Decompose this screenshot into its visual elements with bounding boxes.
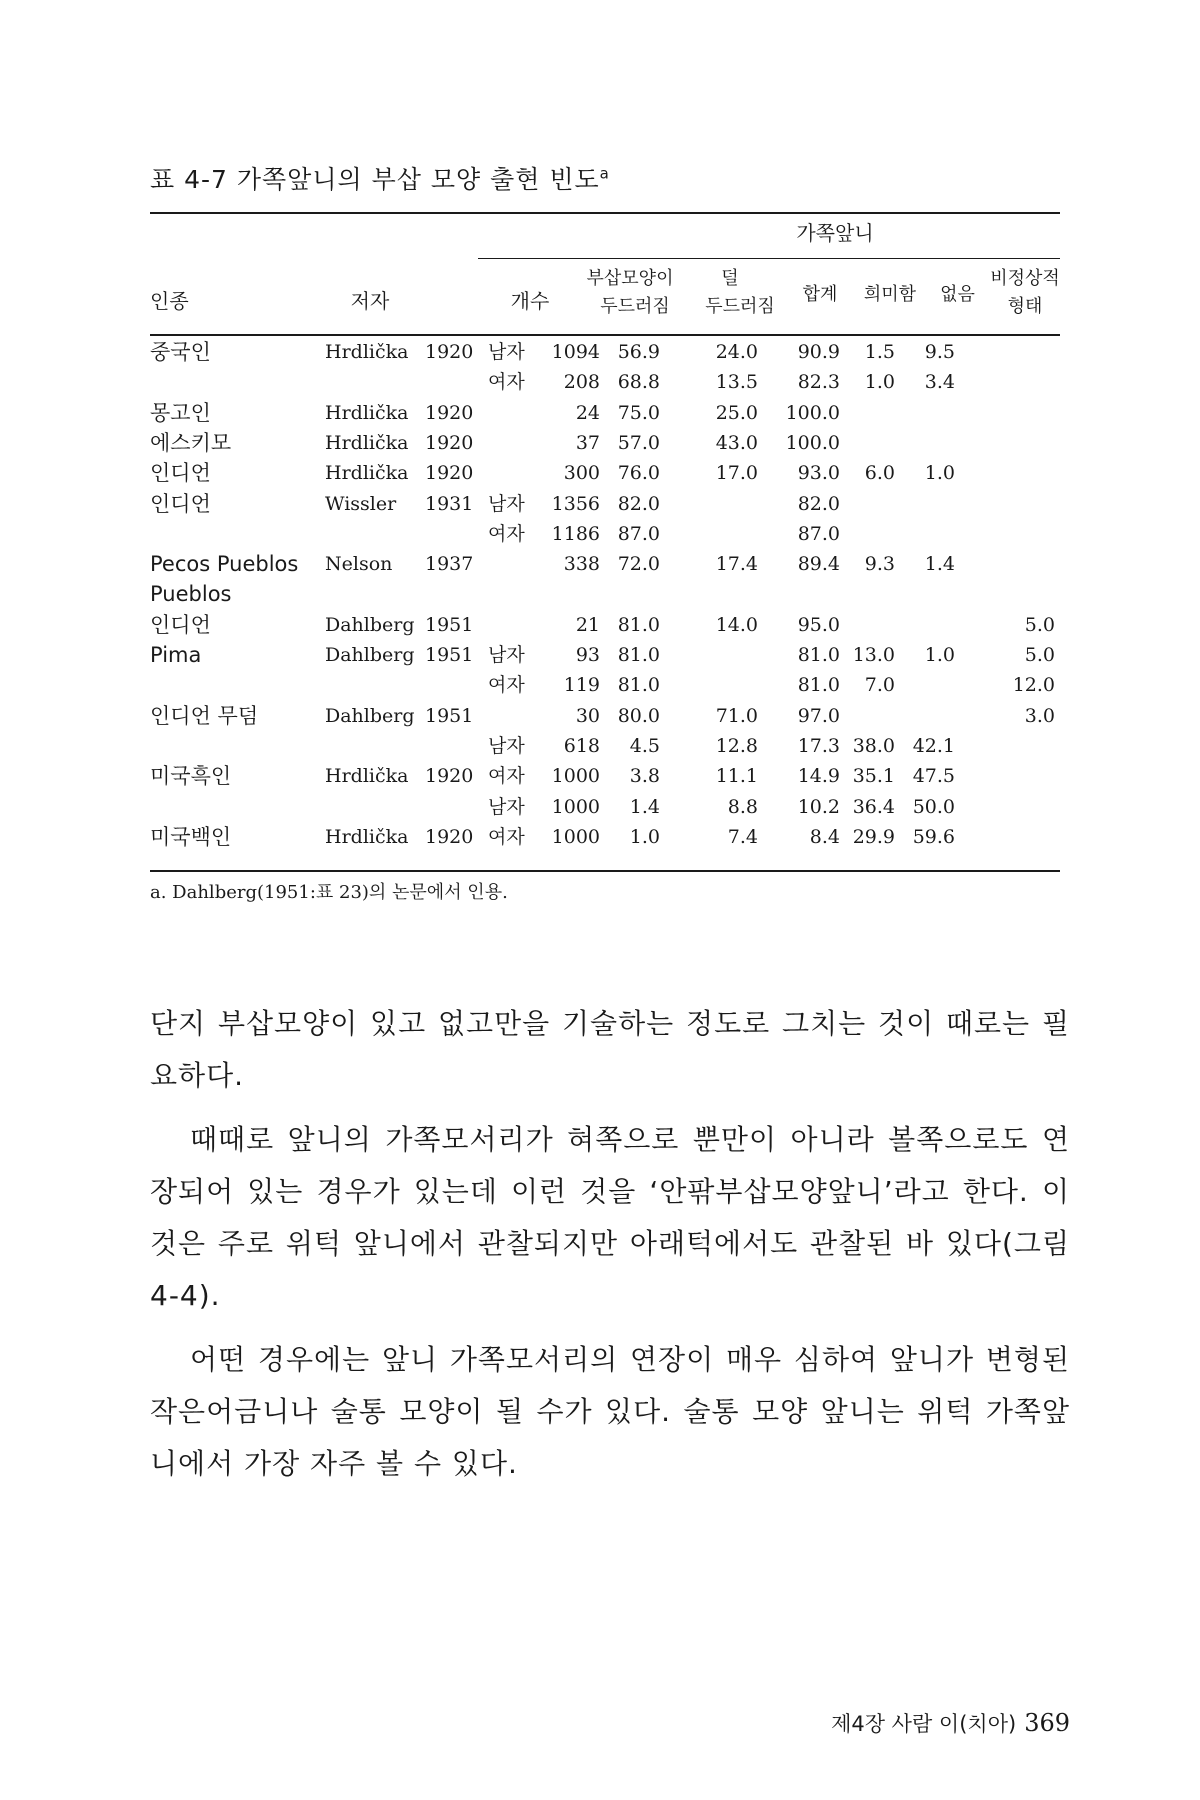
cell-author: Dahlberg bbox=[325, 704, 415, 727]
cell-z: 50.0 bbox=[912, 795, 955, 818]
cell-z: 1.4 bbox=[924, 553, 955, 576]
table-group-rule bbox=[478, 258, 1060, 259]
cell-t: 82.0 bbox=[797, 492, 840, 515]
cell-b: 43.0 bbox=[715, 431, 758, 454]
cell-z: 9.5 bbox=[924, 341, 955, 363]
cell-n: 1094 bbox=[551, 341, 600, 363]
cell-t: 93.0 bbox=[797, 462, 840, 485]
header-shovel-pronounced: 두드러짐 bbox=[600, 296, 670, 317]
cell-ab: 3.0 bbox=[1024, 704, 1055, 727]
cell-n: 30 bbox=[575, 704, 600, 727]
cell-author: Hrdlička bbox=[325, 825, 409, 848]
cell-year: 1920 bbox=[425, 431, 474, 454]
cell-n: 1000 bbox=[551, 765, 600, 788]
header-none: 없음 bbox=[940, 284, 975, 305]
cell-a: 1.0 bbox=[629, 825, 660, 848]
cell-a: 81.0 bbox=[617, 674, 660, 697]
header-form: 형태 bbox=[1007, 296, 1043, 317]
cell-ab: 12.0 bbox=[1012, 674, 1055, 697]
cell-z: 3.4 bbox=[924, 371, 955, 394]
cell-b: 14.0 bbox=[715, 613, 758, 636]
cell-author: Hrdlička bbox=[325, 462, 409, 485]
cell-year: 1951 bbox=[425, 613, 474, 636]
cell-b: 71.0 bbox=[715, 704, 758, 727]
cell-author: Hrdlička bbox=[325, 765, 409, 788]
cell-sex: 여자 bbox=[488, 765, 525, 788]
cell-sex: 여자 bbox=[488, 825, 525, 848]
cell-a: 4.5 bbox=[629, 734, 660, 757]
cell-sex: 남자 bbox=[488, 795, 525, 818]
cell-t: 100.0 bbox=[785, 401, 840, 424]
cell-n: 21 bbox=[575, 613, 600, 636]
cell-f: 29.9 bbox=[852, 825, 895, 848]
table-header-rule bbox=[150, 334, 1060, 336]
cell-sex: 남자 bbox=[488, 492, 525, 515]
table-top-rule bbox=[150, 212, 1060, 214]
header-author: 저자 bbox=[350, 289, 390, 313]
cell-race: Pecos Pueblos bbox=[150, 552, 299, 577]
cell-n: 1186 bbox=[551, 522, 600, 545]
cell-author: Hrdlička bbox=[325, 341, 409, 363]
cell-race: Pima bbox=[150, 643, 202, 667]
paragraph-2: 때때로 앞니의 가쪽모서리가 혀쪽으로 뿐만이 아니라 볼쪽으로도 연장되어 있는 경우가 있는데 이런 것을 ‘안팎부삽모양앞니’라고 한다. 이것은 주로 위턱 앞니에서 관찰되지만 아래턱에서도 관찰된 바 있다(그림 4-4). bbox=[150, 1123, 1070, 1312]
cell-f: 7.0 bbox=[864, 674, 895, 697]
cell-n: 208 bbox=[563, 371, 600, 394]
cell-f: 1.0 bbox=[864, 371, 895, 394]
cell-a: 56.9 bbox=[617, 341, 660, 363]
cell-a: 72.0 bbox=[617, 553, 660, 576]
cell-author: Wissler bbox=[325, 492, 397, 515]
cell-t: 100.0 bbox=[785, 431, 840, 454]
body-text bbox=[150, 998, 1070, 1490]
cell-n: 1356 bbox=[551, 492, 600, 515]
cell-n: 300 bbox=[563, 462, 600, 485]
cell-b: 7.4 bbox=[727, 825, 758, 848]
cell-race: Pueblos bbox=[150, 582, 232, 607]
chapter-label: 제4장 사람 이(치아) bbox=[831, 1712, 1017, 1736]
cell-sex: 남자 bbox=[488, 734, 525, 757]
cell-n: 338 bbox=[563, 553, 600, 576]
cell-b: 13.5 bbox=[715, 371, 758, 394]
cell-b: 17.4 bbox=[715, 553, 758, 576]
cell-a: 57.0 bbox=[617, 431, 660, 454]
table-footnote: a. Dahlberg(1951:표 23)의 논문에서 인용. bbox=[150, 882, 508, 903]
header-faint: 희미함 bbox=[863, 284, 917, 305]
cell-t: 8.4 bbox=[809, 825, 840, 848]
header-less-pronounced: 두드러짐 bbox=[705, 296, 775, 317]
cell-n: 24 bbox=[575, 401, 600, 424]
cell-year: 1920 bbox=[425, 825, 474, 848]
cell-f: 9.3 bbox=[864, 553, 895, 576]
cell-race: 몽고인 bbox=[150, 400, 211, 425]
header-group-lateral-incisor: 가쪽앞니 bbox=[796, 221, 874, 245]
cell-z: 59.6 bbox=[912, 825, 955, 848]
cell-b: 25.0 bbox=[715, 401, 758, 424]
cell-t: 81.0 bbox=[797, 674, 840, 697]
header-race: 인종 bbox=[150, 289, 189, 313]
page-footer bbox=[831, 1708, 1070, 1738]
cell-race: 인디언 무덤 bbox=[150, 703, 259, 728]
cell-n: 37 bbox=[575, 431, 600, 454]
paragraph-1: 단지 부삽모양이 있고 없고만을 기술하는 정도로 그치는 것이 때로는 필요하다. bbox=[150, 1007, 1070, 1092]
cell-b: 24.0 bbox=[715, 341, 758, 363]
cell-b: 12.8 bbox=[715, 734, 758, 757]
cell-z: 47.5 bbox=[912, 765, 955, 788]
cell-a: 76.0 bbox=[617, 462, 660, 485]
cell-sex: 여자 bbox=[488, 522, 525, 545]
cell-a: 81.0 bbox=[617, 644, 660, 666]
cell-f: 6.0 bbox=[864, 462, 895, 485]
cell-t: 10.2 bbox=[797, 795, 840, 818]
cell-n: 93 bbox=[575, 644, 600, 666]
cell-author: Dahlberg bbox=[325, 613, 415, 636]
cell-b: 17.0 bbox=[715, 462, 758, 485]
cell-race: 미국백인 bbox=[150, 824, 232, 849]
cell-t: 17.3 bbox=[797, 734, 840, 757]
cell-n: 1000 bbox=[551, 825, 600, 848]
cell-a: 75.0 bbox=[617, 401, 660, 424]
cell-n: 1000 bbox=[551, 795, 600, 818]
cell-t: 81.0 bbox=[797, 644, 840, 666]
cell-author: Nelson bbox=[325, 553, 393, 576]
page-number: 369 bbox=[1024, 1709, 1070, 1737]
cell-year: 1920 bbox=[425, 341, 474, 363]
cell-n: 119 bbox=[563, 674, 600, 697]
cell-sex: 여자 bbox=[488, 371, 525, 394]
cell-author: Dahlberg bbox=[325, 644, 415, 666]
cell-author: Hrdlička bbox=[325, 431, 409, 454]
cell-a: 87.0 bbox=[617, 522, 660, 545]
cell-a: 3.8 bbox=[629, 765, 660, 788]
cell-t: 82.3 bbox=[797, 371, 840, 394]
cell-year: 1951 bbox=[425, 644, 474, 666]
table-title bbox=[150, 160, 610, 196]
cell-f: 35.1 bbox=[852, 765, 895, 788]
cell-f: 36.4 bbox=[852, 795, 895, 818]
cell-year: 1920 bbox=[425, 765, 474, 788]
table-title-footnote-mark: a bbox=[599, 164, 610, 183]
cell-race: 에스키모 bbox=[150, 430, 232, 455]
cell-a: 81.0 bbox=[617, 613, 660, 636]
cell-z: 42.1 bbox=[912, 734, 955, 757]
cell-a: 68.8 bbox=[617, 371, 660, 394]
cell-n: 618 bbox=[563, 734, 600, 757]
cell-t: 97.0 bbox=[797, 704, 840, 727]
cell-year: 1920 bbox=[425, 462, 474, 485]
cell-race: 인디언 bbox=[150, 491, 211, 516]
cell-f: 1.5 bbox=[864, 341, 895, 363]
paragraph-3: 어떤 경우에는 앞니 가쪽모서리의 연장이 매우 심하여 앞니가 변형된 작은어금니나 술통 모양이 될 수가 있다. 술통 모양 앞니는 위턱 가쪽앞니에서 가장 자주 볼 수 있다. bbox=[150, 1343, 1070, 1480]
header-total: 합계 bbox=[802, 284, 838, 305]
header-shovel: 부삽모양이 bbox=[586, 268, 674, 289]
cell-t: 95.0 bbox=[797, 613, 840, 636]
cell-z: 1.0 bbox=[924, 644, 955, 666]
cell-a: 80.0 bbox=[617, 704, 660, 727]
cell-t: 89.4 bbox=[797, 553, 840, 576]
cell-ab: 5.0 bbox=[1024, 644, 1055, 666]
cell-b: 8.8 bbox=[727, 795, 758, 818]
cell-year: 1951 bbox=[425, 704, 474, 727]
cell-z: 1.0 bbox=[924, 462, 955, 485]
table-bottom-rule bbox=[150, 870, 1060, 872]
cell-year: 1937 bbox=[425, 553, 474, 576]
cell-a: 1.4 bbox=[629, 795, 660, 818]
cell-sex: 남자 bbox=[488, 644, 525, 666]
cell-race: 중국인 bbox=[150, 340, 211, 364]
cell-sex: 여자 bbox=[488, 674, 525, 697]
cell-year: 1931 bbox=[425, 492, 474, 515]
cell-sex: 남자 bbox=[488, 341, 525, 363]
cell-b: 11.1 bbox=[715, 765, 758, 788]
header-abnormal: 비정상적 bbox=[990, 268, 1060, 289]
cell-t: 90.9 bbox=[797, 341, 840, 363]
cell-t: 87.0 bbox=[797, 522, 840, 545]
cell-f: 13.0 bbox=[852, 644, 895, 666]
cell-race: 인디언 bbox=[150, 461, 211, 486]
cell-f: 38.0 bbox=[852, 734, 895, 757]
cell-race: 인디언 bbox=[150, 612, 211, 637]
cell-race: 미국흑인 bbox=[150, 764, 232, 789]
table-title-text: 표 4-7 가쪽앞니의 부삽 모양 출현 빈도 bbox=[150, 165, 600, 194]
header-less: 덜 bbox=[721, 268, 739, 289]
cell-author: Hrdlička bbox=[325, 401, 409, 424]
cell-ab: 5.0 bbox=[1024, 613, 1055, 636]
cell-year: 1920 bbox=[425, 401, 474, 424]
cell-t: 14.9 bbox=[797, 765, 840, 788]
cell-a: 82.0 bbox=[617, 492, 660, 515]
header-count: 개수 bbox=[510, 289, 550, 313]
